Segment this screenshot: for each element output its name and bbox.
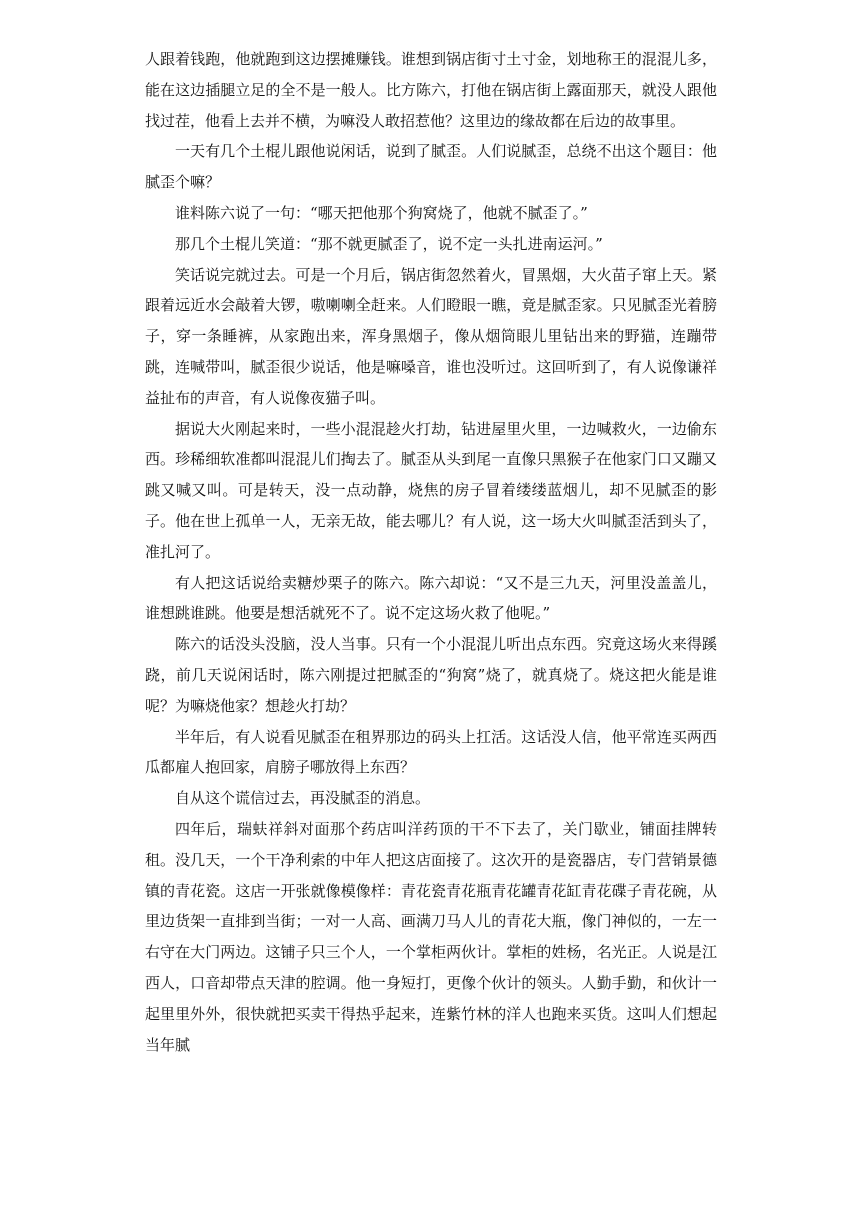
paragraph: 自从这个谎信过去，再没腻歪的消息。 xyxy=(175,789,431,808)
paragraph: 有人把这话说给卖糖炒栗子的陈六。陈六却说：“又不是三九天，河里没盖盖儿，谁想跳谁跳。他要是想活就死不了。说不定这场火救了他呢。” xyxy=(145,573,717,623)
paragraph: 半年后，有人说看见腻歪在租界那边的码头上扛活。这话没人信，他平常连买两西瓜都雇人抱回家，肩膀子哪放得上东西？ xyxy=(145,727,717,777)
paragraph: 笑话说完就过去。可是一个月后，锅店街忽然着火，冒黑烟，大火苗子窜上天。紧跟着远近水会敲着大锣，嗷喇喇全赶来。人们瞪眼一瞧，竟是腻歪家。只见腻歪光着膀子，穿一条睡裤，从家跑出来，浑身黑烟子，像从烟筒眼儿里钻出来的野猫，连蹦带跳，连喊带叫，腻歪很少说话，他是嘛嗓音，谁也没听过。这回听到了，有人说像谦祥益扯布的声音，有人说像夜猫子叫。 xyxy=(145,265,717,407)
document-page xyxy=(145,44,717,1060)
paragraph: 人跟着钱跑，他就跑到这边摆摊赚钱。谁想到锅店街寸土寸金，划地称王的混混儿多，能在这边插腿立足的全不是一般人。比方陈六，打他在锅店街上露面那天，就没人跟他找过茬，他看上去并不横，为嘛没人敢招惹他？这里边的缘故都在后边的故事里。 xyxy=(145,50,717,130)
paragraph: 一天有几个土棍儿跟他说闲话，说到了腻歪。人们说腻歪，总绕不出这个题目：他腻歪个嘛？ xyxy=(145,142,717,192)
paragraph: 据说大火刚起来时，一些小混混趁火打劫，钻进屋里火里，一边喊救火，一边偷东西。珍稀细软准都叫混混儿们掏去了。腻歪从头到尾一直像只黑猴子在他家门口又蹦又跳又喊又叫。可是转天，没一点动静，烧焦的房子冒着缕缕蓝烟儿，却不见腻歪的影子。他在世上孤单一人，无亲无故，能去哪儿？有人说，这一场大火叫腻歪活到头了，准扎河了。 xyxy=(145,419,717,561)
paragraph: 四年后，瑞蚨祥斜对面那个药店叫洋药顶的干不下去了，关门歇业，铺面挂牌转租。没几天，一个干净利索的中年人把这店面接了。这次开的是瓷器店，专门营销景德镇的青花瓷。这店一开张就像模像样：青花瓷青花瓶青花罐青花缸青花碟子青花碗，从里边货架一直排到当街；一对一人高、画满刀马人儿的青花大瓶，像门神似的，一左一右守在大门两边。这铺子只三个人，一个掌柜两伙计。掌柜的姓杨，名光正。人说是江西人，口音却带点天津的腔调。他一身短打，更像个伙计的领头。人勤手勤，和伙计一起里里外外，很快就把买卖干得热乎起来，连紫竹林的洋人也跑来买货。这叫人们想起当年腻 xyxy=(145,819,717,1054)
paragraph: 那几个土棍儿笑道：“那不就更腻歪了，说不定一头扎进南运河。” xyxy=(175,234,603,253)
paragraph: 谁料陈六说了一句：“哪天把他那个狗窝烧了，他就不腻歪了。” xyxy=(175,203,588,222)
paragraph: 陈六的话没头没脑，没人当事。只有一个小混混儿听出点东西。究竟这场火来得蹊跷，前几天说闲话时，陈六刚提过把腻歪的“狗窝”烧了，就真烧了。烧这把火能是谁呢？为嘛烧他家？想趁火打劫？ xyxy=(145,635,717,715)
